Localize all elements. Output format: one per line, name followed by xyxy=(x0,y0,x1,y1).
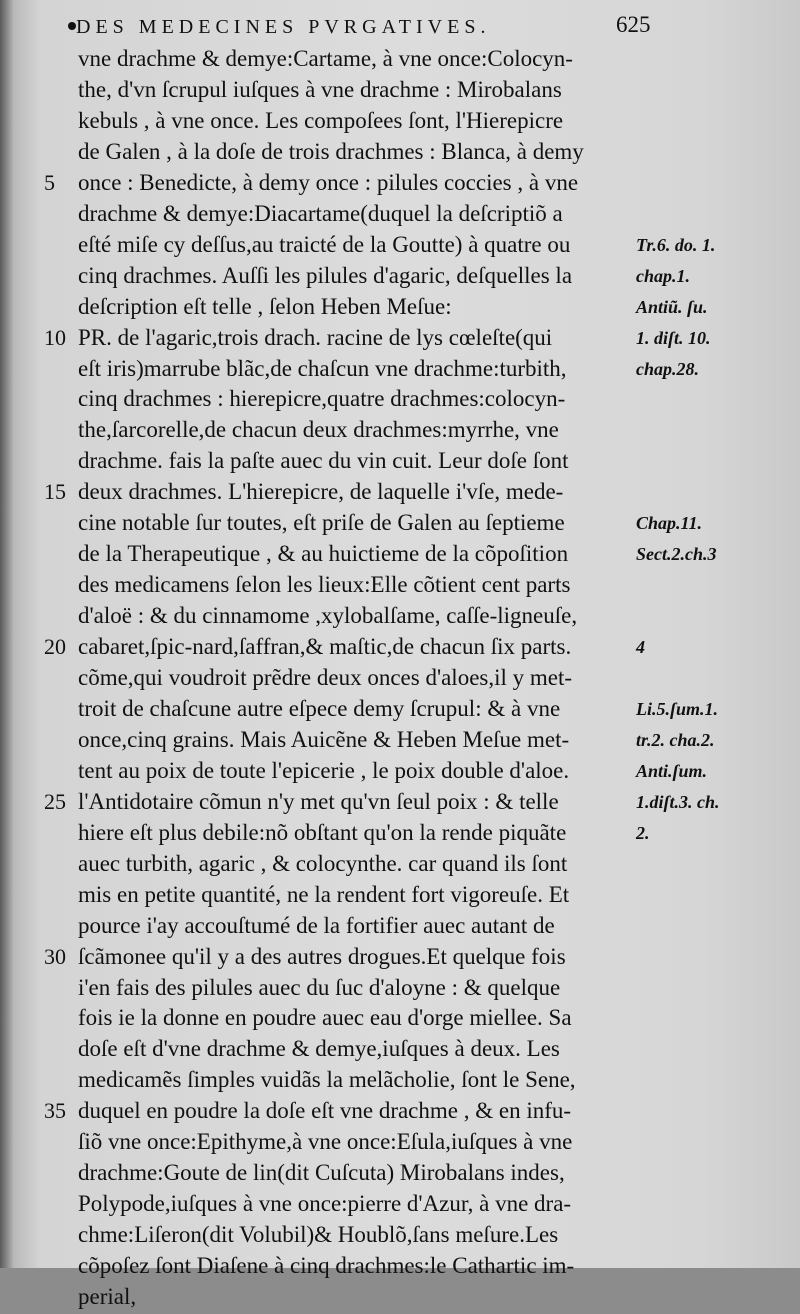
text-line: drachme & demye:Diacartame(duquel la deſcriptiõ a xyxy=(78,200,563,226)
margin-note: 4 xyxy=(636,637,645,658)
line-number: 20 xyxy=(44,634,66,660)
line-number: 10 xyxy=(44,324,66,350)
text-line: duquel en poudre la doſe eſt vne drachme , & en infu- xyxy=(78,1098,572,1124)
text-line: des medicamens ſelon les lieux:Elle cõtient cent parts xyxy=(78,572,571,598)
text-line: cinq drachmes : hierepicre,quatre drachmes:colocyn- xyxy=(78,386,566,412)
text-line: Polypode,iuſques à vne once:pierre d'Azur, à vne dra- xyxy=(78,1191,572,1217)
line-number: 15 xyxy=(44,479,66,505)
text-line: tent au poix de toute l'epicerie , le poix double d'aloe. xyxy=(78,757,570,783)
text-line: cõme,qui voudroit prẽdre deux onces d'aloes,il y met- xyxy=(78,665,573,690)
line-number: 25 xyxy=(44,788,66,814)
margin-note: chap.28. xyxy=(636,358,699,379)
header-ornament-icon xyxy=(68,22,76,30)
text-line: i'en fais des pilules auec du ſuc d'aloyne : & quelque xyxy=(78,974,561,1000)
margin-note: chap.1. xyxy=(636,265,690,286)
text-line: ſiõ vne once:Epithyme,à vne once:Eſula,iuſques à vne xyxy=(78,1129,573,1155)
margin-note: Tr.6. do. 1. xyxy=(636,234,716,255)
text-line: pource i'ay accouſtumé de la fortifier auec autant de xyxy=(78,912,555,938)
line-number: 35 xyxy=(44,1098,66,1124)
margin-note: 2. xyxy=(636,822,650,843)
text-line: l'Antidotaire cõmun n'y met qu'vn ſeul poix : & telle xyxy=(78,788,559,814)
text-line: de la Therapeutique , & au huictieme de la cõpoſition xyxy=(78,541,569,567)
text-line: deux drachmes. L'hierepicre, de laquelle i'vſe, mede- xyxy=(78,479,564,505)
margin-note: Antiũ. ſu. xyxy=(636,296,708,317)
text-line: deſcription eſt telle , ſelon Heben Meſue: xyxy=(78,293,452,319)
text-line: ſcãmonee qu'il y a des autres drogues.Et quelque fois xyxy=(78,943,566,969)
margin-note: 1. diſt. 10. xyxy=(636,327,711,348)
text-line: PR. de l'agaric,trois drach. racine de lys cœleſte(qui xyxy=(78,324,553,350)
margin-note: tr.2. cha.2. xyxy=(636,729,715,750)
text-line: doſe eſt d'vne drachme & demye,iuſques à deux. Les xyxy=(78,1036,560,1062)
text-line: cine notable ſur toutes, eſt priſe de Galen au ſeptieme xyxy=(78,510,565,536)
text-line: the, d'vn ſcrupul iuſques à vne drachme : Mirobalans xyxy=(78,76,562,102)
text-line: mis en petite quantité, ne la rendent fort vigoreuſe. Et xyxy=(78,881,570,907)
text-line: vne drachme & demye:Cartame, à vne once:Colocyn- xyxy=(78,46,573,71)
text-line: eſt iris)marrube blãc,de chaſcun vne drachme:turbith, xyxy=(78,355,567,381)
line-number: 5 xyxy=(44,169,55,195)
margin-note: Chap.11. xyxy=(636,513,703,534)
margin-note: Sect.2.ch.3 xyxy=(636,544,717,565)
text-line: drachme:Goute de lin(dit Cuſcuta) Mirobalans indes, xyxy=(78,1160,565,1186)
margin-note: Anti.ſum. xyxy=(636,760,708,781)
text-line: cõpoſez ſont Diaſene à cinq drachmes:le Cathartic im- xyxy=(78,1253,575,1279)
text-line: kebuls , à vne once. Les compoſees ſont, l'Hierepicre xyxy=(78,107,564,133)
running-title: DES MEDECINES PVRGATIVES. xyxy=(76,16,491,38)
text-line: troit de chaſcune autre eſpece demy ſcrupul: & à vne xyxy=(78,695,561,721)
text-line: cinq drachmes. Auſſi les pilules d'agaric, deſquelles la xyxy=(78,262,573,288)
text-line: once,cinq grains. Mais Auicẽne & Heben Meſue met- xyxy=(78,726,570,752)
text-line: hiere eſt plus debile:nõ obſtant qu'on la rende piquãte xyxy=(78,819,567,845)
margin-note: 1.diſt.3. ch. xyxy=(636,791,720,812)
text-line: perial, xyxy=(78,1284,137,1309)
text-line: auec turbith, agaric , & colocynthe. car quand ils ſont xyxy=(78,850,568,876)
text-line: medicamẽs ſimples vuidãs la melãcholie, ſont le Sene, xyxy=(78,1067,576,1093)
text-line: once : Benedicte, à demy once : pilules coccies , à vne xyxy=(78,169,579,195)
text-line: eſté miſe cy deſſus,au traicté de la Goutte) à quatre ou xyxy=(78,231,571,257)
page-number: 625 xyxy=(616,12,651,37)
text-line: d'aloë : & du cinnamome ,xylobalſame, caſſe-ligneuſe, xyxy=(78,603,578,629)
text-line: the,ſarcorelle,de chacun deux drachmes:myrrhe, vne xyxy=(78,417,559,443)
text-line: cabaret,ſpic-nard,ſaffran,& maſtic,de chacun ſix parts. xyxy=(78,634,572,660)
line-number: 30 xyxy=(44,943,66,969)
text-line: de Galen , à la doſe de trois drachmes : Blanca, à demy xyxy=(78,138,584,164)
text-line: drachme. fais la paſte auec du vin cuit. Leur doſe ſont xyxy=(78,448,569,474)
text-line: fois ie la donne en poudre auec eau d'orge miellee. Sa xyxy=(78,1005,572,1031)
margin-note: Li.5.ſum.1. xyxy=(636,698,719,719)
text-line: chme:Liſeron(dit Volubil)& Houblõ,ſans meſure.Les xyxy=(78,1222,559,1248)
